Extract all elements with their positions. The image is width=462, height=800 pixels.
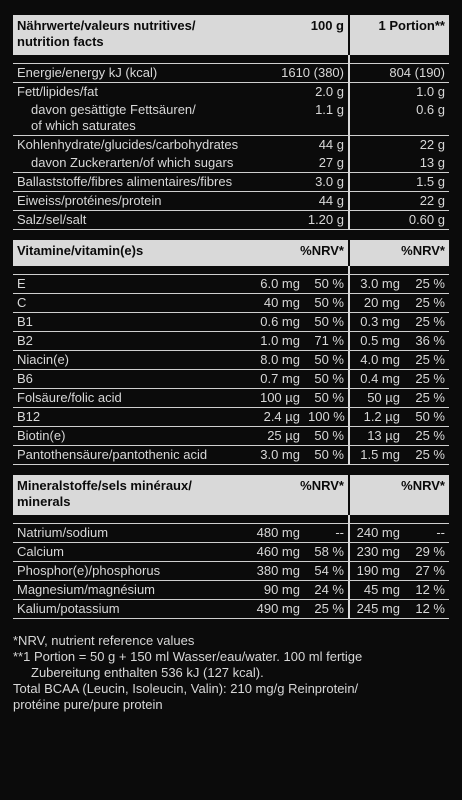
cell-b: 0.5 mg [349, 332, 404, 351]
cell-label: Magnesium/magnésium [13, 581, 249, 600]
table-row [13, 562, 449, 581]
cell-label: B2 [13, 332, 249, 351]
cell-b: 245 mg [349, 600, 404, 619]
cell-a: 90 mg [249, 581, 304, 600]
cell-a: 100 µg [249, 389, 304, 408]
cell-label: Biotin(e) [13, 427, 249, 446]
cell-ap: 50 % [304, 294, 349, 313]
cell-b: 240 mg [349, 524, 404, 543]
nutrition-header-label: Nährwerte/valeurs nutritives/ nutrition facts [13, 15, 249, 55]
minerals-header-nrv-100g: %NRV* [249, 475, 349, 515]
table-row [13, 543, 449, 562]
cell-b: 45 mg [349, 581, 404, 600]
table-row [13, 351, 449, 370]
footnote-portion: **1 Portion = 50 g + 150 ml Wasser/eau/water. 100 ml fertige [13, 649, 363, 664]
cell-bp: 12 % [404, 581, 449, 600]
cell-ap: 50 % [304, 427, 349, 446]
cell-b: 20 mg [349, 294, 404, 313]
cell-a: 490 mg [249, 600, 304, 619]
footnote-bcaa: Total BCAA (Leucin, Isoleucin, Valin): 210 mg/g Reinprotein/ [13, 681, 359, 696]
cell-a: 0.6 mg [249, 313, 304, 332]
table-row: Kohlenhydrate/glucides/carbohydrates 44 g 22 g [13, 136, 449, 155]
vitamins-header-label: Vitamine/vitamin(e)s [13, 240, 249, 266]
cell-a: 40 mg [249, 294, 304, 313]
cell-ap: -- [304, 524, 349, 543]
cell-a: 1.0 mg [249, 332, 304, 351]
cell-bp: 25 % [404, 313, 449, 332]
table-row: davon Zuckerarten/of which sugars 27 g 13 g [13, 154, 449, 173]
table-row [13, 446, 449, 465]
cell-ap: 25 % [304, 600, 349, 619]
cell-ap: 50 % [304, 313, 349, 332]
cell-bp: -- [404, 524, 449, 543]
table-row [13, 408, 449, 427]
cell-b: 1.2 µg [349, 408, 404, 427]
nutrition-label [13, 0, 449, 713]
table-row [13, 332, 449, 351]
cell-ap: 24 % [304, 581, 349, 600]
cell-label: Folsäure/folic acid [13, 389, 249, 408]
footnote-nrv: *NRV, nutrient reference values [13, 633, 195, 648]
cell-bp: 27 % [404, 562, 449, 581]
cell-b: 50 µg [349, 389, 404, 408]
vitamins-header-nrv-portion: %NRV* [349, 240, 449, 266]
cell-label: Phosphor(e)/phosphorus [13, 562, 249, 581]
cell-bp: 25 % [404, 389, 449, 408]
minerals-header-row [13, 475, 449, 515]
table-row [13, 427, 449, 446]
table-row: Eiweiss/protéines/protein 44 g 22 g [13, 192, 449, 211]
cell-b: 0.3 mg [349, 313, 404, 332]
cell-label: Pantothensäure/pantothenic acid [13, 446, 249, 465]
minerals-table [13, 475, 449, 619]
cell-label: B6 [13, 370, 249, 389]
cell-ap: 50 % [304, 389, 349, 408]
footnote-portion-cont: Zubereitung enthalten 536 kJ (127 kcal). [31, 665, 264, 680]
cell-label: E [13, 275, 249, 294]
cell-b: 3.0 mg [349, 275, 404, 294]
cell-label: Kalium/potassium [13, 600, 249, 619]
cell-b: 1.5 mg [349, 446, 404, 465]
table-row [13, 600, 449, 619]
vitamins-header-nrv-100g: %NRV* [249, 240, 349, 266]
cell-bp: 36 % [404, 332, 449, 351]
cell-a: 8.0 mg [249, 351, 304, 370]
cell-ap: 50 % [304, 275, 349, 294]
cell-b: 13 µg [349, 427, 404, 446]
cell-ap: 50 % [304, 351, 349, 370]
table-row [13, 581, 449, 600]
table-row: Salz/sel/salt 1.20 g 0.60 g [13, 211, 449, 230]
cell-bp: 25 % [404, 370, 449, 389]
cell-a: 25 µg [249, 427, 304, 446]
cell-b: 4.0 mg [349, 351, 404, 370]
cell-bp: 29 % [404, 543, 449, 562]
cell-a: 0.7 mg [249, 370, 304, 389]
header-portion: 1 Portion** [349, 15, 449, 55]
table-row: Ballaststoffe/fibres alimentaires/fibres 3.0 g 1.5 g [13, 173, 449, 192]
table-row [13, 294, 449, 313]
table-row [13, 313, 449, 332]
vitamins-table [13, 240, 449, 465]
cell-ap: 71 % [304, 332, 349, 351]
nutrition-table [13, 15, 449, 230]
cell-label: B12 [13, 408, 249, 427]
cell-a: 6.0 mg [249, 275, 304, 294]
cell-a: 2.4 µg [249, 408, 304, 427]
cell-bp: 25 % [404, 294, 449, 313]
minerals-header-label: Mineralstoffe/sels minéraux/ minerals [13, 475, 249, 515]
minerals-header-nrv-portion: %NRV* [349, 475, 449, 515]
cell-b: 230 mg [349, 543, 404, 562]
cell-a: 380 mg [249, 562, 304, 581]
cell-bp: 25 % [404, 351, 449, 370]
table-row [13, 370, 449, 389]
cell-label: Calcium [13, 543, 249, 562]
nutrition-header-row [13, 15, 449, 55]
cell-label: Niacin(e) [13, 351, 249, 370]
table-row: davon gesättigte Fettsäuren/ of which saturates 1.1 g 0.6 g [13, 101, 449, 136]
vitamins-header-row [13, 240, 449, 266]
footnotes [13, 633, 449, 713]
cell-b: 190 mg [349, 562, 404, 581]
cell-a: 480 mg [249, 524, 304, 543]
cell-ap: 58 % [304, 543, 349, 562]
cell-ap: 54 % [304, 562, 349, 581]
cell-bp: 25 % [404, 427, 449, 446]
table-row [13, 389, 449, 408]
cell-ap: 50 % [304, 370, 349, 389]
cell-a: 3.0 mg [249, 446, 304, 465]
cell-a: 460 mg [249, 543, 304, 562]
table-row: Fett/lipides/fat 2.0 g 1.0 g [13, 83, 449, 102]
cell-bp: 12 % [404, 600, 449, 619]
cell-label: Natrium/sodium [13, 524, 249, 543]
footnote-bcaa-cont: protéine pure/pure protein [13, 697, 163, 712]
cell-bp: 25 % [404, 446, 449, 465]
table-row: Energie/energy kJ (kcal) 1610 (380) 804 (190) [13, 64, 449, 83]
cell-ap: 100 % [304, 408, 349, 427]
cell-ap: 50 % [304, 446, 349, 465]
cell-bp: 50 % [404, 408, 449, 427]
cell-label: B1 [13, 313, 249, 332]
table-row [13, 524, 449, 543]
cell-label: C [13, 294, 249, 313]
header-100g: 100 g [249, 15, 349, 55]
table-row [13, 275, 449, 294]
cell-bp: 25 % [404, 275, 449, 294]
cell-b: 0.4 mg [349, 370, 404, 389]
